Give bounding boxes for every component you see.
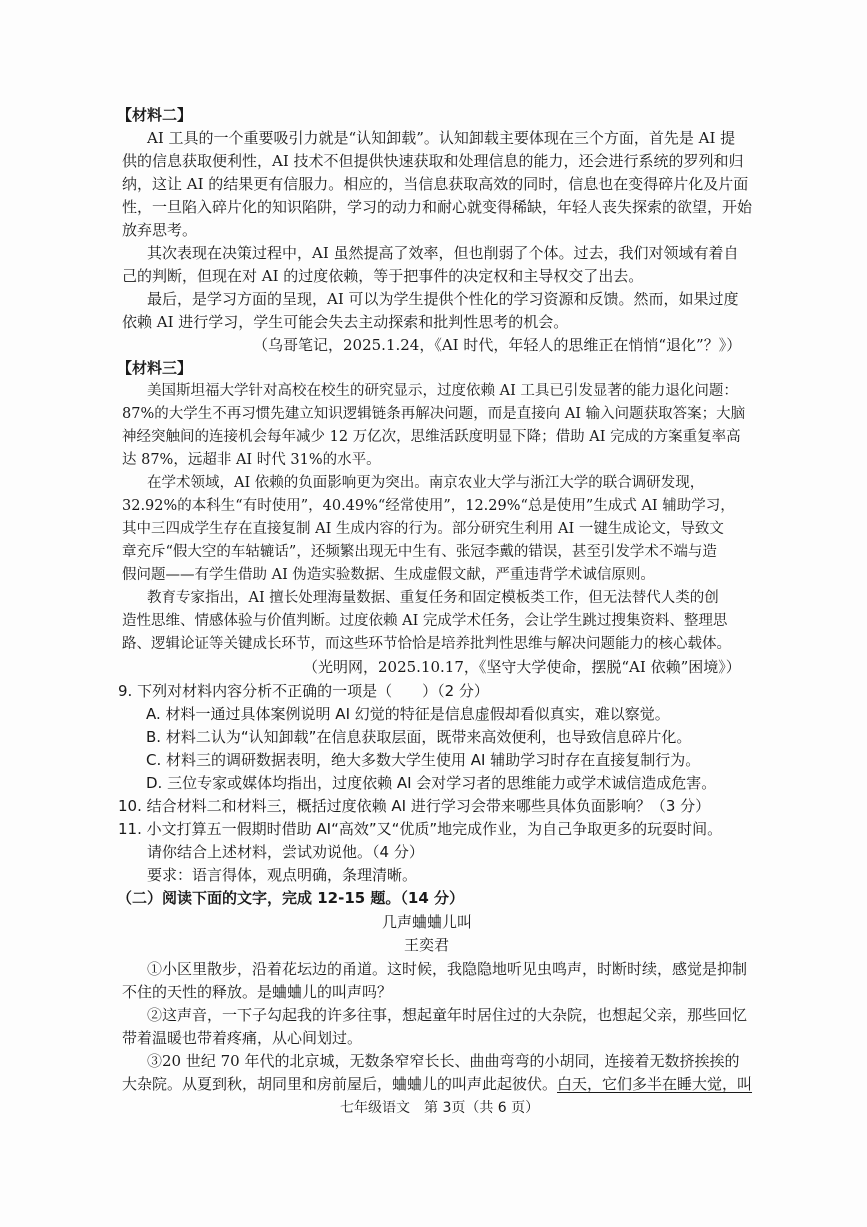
- paragraph-line: 在学术领域，AI 依赖的负面影响更为突出。南京农业大学与浙江大学的联合调研发现，: [147, 475, 705, 491]
- section-2-heading: （二）阅读下面的文字，完成 12-15 题。（14 分）: [117, 889, 465, 907]
- paragraph-line: 其次表现在决策过程中，AI 虽然提高了效率，但也削弱了个体。过去，我们对领域有着自: [147, 244, 739, 262]
- paragraph-line: 性，一旦陷入碎片化的知识陷阱，学习的动力和耐心就变得稀缺，年轻人丧失探索的欲望，开始: [122, 198, 753, 216]
- story-paragraph-line: [122, 1073, 752, 1095]
- paragraph-line: 教育专家指出，AI 擅长处理海量数据、重复任务和固定模板类工作，但无法替代人类的创: [147, 590, 719, 606]
- paragraph-line: 纳，这让 AI 的结果更有信服力。相应的，当信息获取高效的同时，信息也在变得碎片化及片面: [122, 175, 749, 193]
- paragraph-line: 放弃思考。: [122, 221, 198, 239]
- paragraph-line: AI 工具的一个重要吸引力就是“认知卸载”。认知卸载主要体现在三个方面，首先是 AI 提: [147, 129, 736, 147]
- underlined-text: 白天，它们多半在睡大觉，叫: [557, 1075, 753, 1093]
- page-footer: 七年级语文 第 3页（共 6 页）: [340, 1100, 540, 1116]
- paragraph-line: 87%的大学生不再习惯先建立知识逻辑链条再解决问题，而是直接向 AI 输入问题获取答案；大脑: [122, 406, 746, 422]
- paragraph-line: 章充斥“假大空的车轱辘话”，还频繁出现无中生有、张冠李戴的错误，甚至引发学术不端与造: [122, 544, 717, 560]
- paragraph-line: 神经突触间的连接机会每年减少 12 万亿次，思维活跃度明显下降；借助 AI 完成的方案重复率高: [122, 429, 741, 445]
- story-text: 大杂院。从夏到秋，胡同里和房前屋后，蛐蛐儿的叫声此起彼伏。: [122, 1075, 558, 1093]
- question-11-line: 请你结合上述材料，尝试劝说他。（4 分）: [147, 843, 424, 861]
- question-11-stem: 11. 小文打算五一假期时借助 AI“高效”又“优质”地完成作业，为自己争取更多的玩耍时间。: [118, 820, 723, 838]
- story-title: 几声蛐蛐儿叫: [382, 913, 473, 931]
- source-citation: （光明网，2025.10.17，《坚守大学使命，摆脱“AI 依赖”困境》）: [303, 658, 741, 676]
- option-d: D. 三位专家或媒体均指出，过度依赖 AI 会对学习者的思维能力或学术诚信造成危害。: [146, 774, 717, 792]
- paragraph-line: 32.92%的本科生“有时使用”，40.49%“经常使用”，12.29%“总是使用”生成式 AI 辅助学习，: [122, 498, 735, 514]
- material-3-heading: 【材料三】: [117, 359, 193, 377]
- question-9-stem: 9. 下列对材料内容分析不正确的一项是（ ）（2 分）: [118, 682, 489, 700]
- option-c: C. 材料三的调研数据表明，绝大多数大学生使用 AI 辅助学习时存在直接复制行为。: [146, 751, 701, 769]
- paragraph-line: 其中三四成学生存在直接复制 AI 生成内容的行为。部分研究生利用 AI 一键生成论文，导致文: [122, 521, 724, 537]
- option-a: A. 材料一通过具体案例说明 AI 幻觉的特征是信息虚假却看似真实，难以察觉。: [146, 705, 670, 723]
- paragraph-line: 供的信息获取便利性，AI 技术不但提供快速获取和处理信息的能力，还会进行系统的罗列和归: [122, 152, 744, 170]
- story-paragraph-line: 带着温暖也带着疼痛，从心间划过。: [122, 1029, 363, 1047]
- paragraph-line: 假问题——有学生借助 AI 伪造实验数据、生成虚假文献，严重违背学术诚信原则。: [122, 567, 655, 583]
- story-paragraph-line: ①小区里散步，沿着花坛边的甬道。这时候，我隐隐地听见虫鸣声，时断时续，感觉是抑制: [147, 960, 748, 978]
- paragraph-line: 美国斯坦福大学针对高校在校生的研究显示，过度依赖 AI 工具已引发显著的能力退化问题：: [147, 383, 738, 399]
- story-paragraph-line: 不住的天性的释放。是蛐蛐儿的叫声吗？: [122, 983, 393, 1001]
- material-2-heading: 【材料二】: [117, 106, 193, 124]
- paragraph-line: 最后，是学习方面的呈现，AI 可以为学生提供个性化的学习资源和反馈。然而，如果过度: [147, 290, 739, 308]
- paragraph-line: 造性思维、情感体验与价值判断。过度依赖 AI 完成学术任务，会让学生跳过搜集资料、整理思: [122, 613, 728, 629]
- paragraph-line: 路、逻辑论证等关键成长环节，而这些环节恰恰是培养批判性思维与解决问题能力的核心载体。: [122, 636, 731, 652]
- story-paragraph-line: ②这声音，一下子勾起我的许多往事，想起童年时居住过的大杂院，也想起父亲，那些回忆: [147, 1006, 748, 1024]
- question-10: 10. 结合材料二和材料三，概括过度依赖 AI 进行学习会带来哪些具体负面影响？（3 分）: [118, 797, 711, 815]
- paragraph-line: 达 87%，远超非 AI 时代 31%的水平。: [122, 452, 381, 468]
- option-b: B. 材料二认为“认知卸载”在信息获取层面，既带来高效便利，也导致信息碎片化。: [146, 728, 692, 746]
- story-author: 王奕君: [404, 936, 450, 954]
- source-citation: （乌哥笔记，2025.1.24，《AI 时代，年轻人的思维正在悄悄“退化”？》）: [253, 336, 742, 354]
- story-paragraph-line: ③20 世纪 70 年代的北京城，无数条窄窄长长、曲曲弯弯的小胡同，连接着无数挤挨挨的: [147, 1052, 740, 1070]
- question-11-requirement: 要求：语言得体，观点明确，条理清晰。: [147, 866, 418, 884]
- paragraph-line: 依赖 AI 进行学习，学生可能会失去主动探索和批判性思考的机会。: [122, 313, 569, 331]
- paragraph-line: 己的判断，但现在对 AI 的过度依赖，等于把事件的决定权和主导权交了出去。: [122, 267, 644, 285]
